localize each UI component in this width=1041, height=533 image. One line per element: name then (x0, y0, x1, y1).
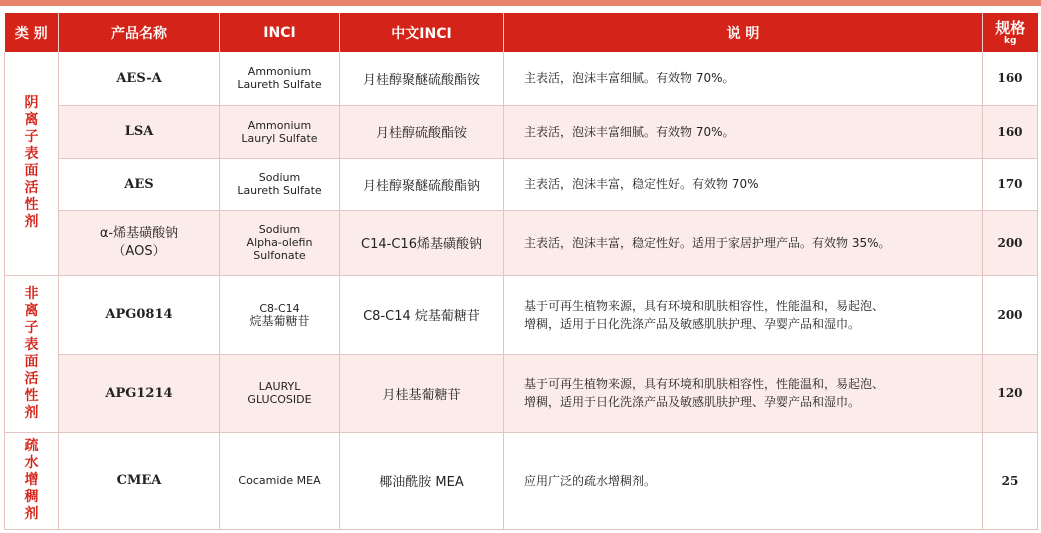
inci-line: Ammonium (247, 65, 312, 79)
description (504, 275, 983, 354)
inci-cell (220, 52, 340, 105)
description: 主表活，泡沫丰富，稳定性好。适用于家居护理产品。有效物 35%。 (504, 210, 983, 275)
description: 主表活，泡沫丰富，稳定性好。有效物 70% (504, 158, 983, 210)
product-spec-table (4, 13, 1038, 530)
category-label: 阴离子表面活性剂 (24, 95, 39, 231)
header-spec (983, 13, 1038, 52)
product-name: APG0814 (59, 275, 220, 354)
inci-line: 烷基葡糖苷 (249, 313, 310, 328)
spec-value: 160 (983, 105, 1038, 158)
header-product-name: 产品名称 (59, 13, 220, 52)
description-line: 基于可再生植物来源，具有环境和肌肤相容性，性能温和，易起泡、 (524, 298, 885, 313)
description-line: 增稠，适用于日化洗涤产品及敏感肌肤护理、孕婴产品和湿巾。 (524, 316, 861, 331)
category-anionic (5, 52, 59, 275)
category-thickener (5, 432, 59, 529)
table-row (5, 432, 1038, 529)
product-name (59, 210, 220, 275)
product-name-line: α-烯基磺酸钠 (99, 225, 179, 241)
inci-cell (220, 354, 340, 432)
header-description: 说 明 (504, 13, 983, 52)
product-name: AES (59, 158, 220, 210)
inci-line: C8-C14 (259, 301, 300, 315)
category-nonionic (5, 275, 59, 432)
description-line: 基于可再生植物来源，具有环境和肌肤相容性，性能温和，易起泡、 (524, 377, 885, 392)
table-row (5, 105, 1038, 158)
table-row (5, 52, 1038, 105)
description: 主表活，泡沫丰富细腻。有效物 70%。 (504, 52, 983, 105)
inci-line: GLUCOSIDE (247, 393, 312, 407)
inci-line: Sodium (258, 223, 301, 237)
table-row (5, 275, 1038, 354)
inci-line: Alpha-olefin (246, 236, 313, 250)
description-line: 增稠，适用于日化洗涤产品及敏感肌肤护理、孕婴产品和湿巾。 (524, 395, 861, 410)
inci-line: Ammonium (247, 118, 312, 132)
inci-cell (220, 158, 340, 210)
inci-cell (220, 275, 340, 354)
description: 应用广泛的疏水增稠剂。 (504, 432, 983, 529)
category-label: 非离子表面活性剂 (24, 285, 39, 421)
table-row (5, 210, 1038, 275)
inci-cell (220, 210, 340, 275)
product-name: LSA (59, 105, 220, 158)
inci-line: Sodium (258, 171, 301, 185)
spec-value: 200 (983, 210, 1038, 275)
header-chinese-inci: 中文INCI (340, 13, 504, 52)
inci-line: LAURYL (258, 380, 301, 394)
spec-value: 170 (983, 158, 1038, 210)
spec-value: 200 (983, 275, 1038, 354)
table-header-row (5, 13, 1038, 52)
inci-line: Sulfonate (253, 249, 306, 263)
header-category: 类 别 (5, 13, 59, 52)
inci-line: Laureth Sulfate (237, 184, 322, 198)
table-row (5, 158, 1038, 210)
inci-line: Laureth Sulfate (237, 78, 322, 92)
description: 主表活，泡沫丰富细腻。有效物 70%。 (504, 105, 983, 158)
chinese-inci: 椰油酰胺 MEA (340, 432, 504, 529)
product-name: CMEA (59, 432, 220, 529)
header-spec-unit: kg (1004, 35, 1017, 46)
chinese-inci: C14-C16烯基磺酸钠 (340, 210, 504, 275)
top-accent-bar (0, 0, 1041, 6)
chinese-inci: C8-C14 烷基葡糖苷 (340, 275, 504, 354)
inci-cell (220, 105, 340, 158)
chinese-inci: 月桂醇聚醚硫酸酯铵 (340, 52, 504, 105)
header-spec-label: 规格 (995, 18, 1026, 37)
inci-line: Cocamide MEA (238, 474, 321, 488)
chinese-inci: 月桂醇聚醚硫酸酯钠 (340, 158, 504, 210)
chinese-inci: 月桂醇硫酸酯铵 (340, 105, 504, 158)
product-name: AES-A (59, 52, 220, 105)
inci-cell (220, 432, 340, 529)
category-label: 疏水增稠剂 (24, 438, 39, 523)
product-name: APG1214 (59, 354, 220, 432)
inci-line: Lauryl Sulfate (241, 131, 318, 145)
spec-value: 120 (983, 354, 1038, 432)
table-row (5, 354, 1038, 432)
product-name-line: （AOS） (112, 243, 166, 259)
description (504, 354, 983, 432)
spec-value: 160 (983, 52, 1038, 105)
header-inci: INCI (220, 13, 340, 52)
chinese-inci: 月桂基葡糖苷 (340, 354, 504, 432)
spec-value: 25 (983, 432, 1038, 529)
